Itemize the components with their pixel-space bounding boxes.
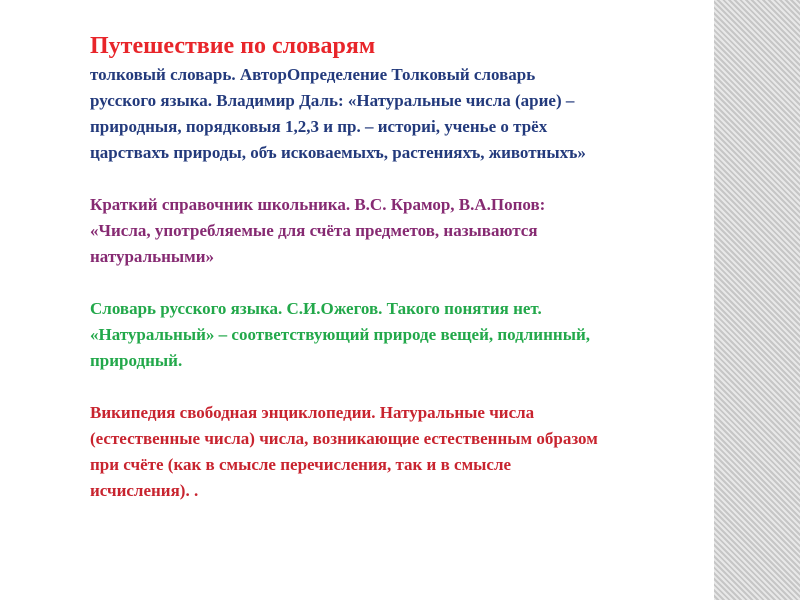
paragraph-line: природный.: [90, 351, 183, 370]
paragraph-line: русского языка. Владимир Даль: «Натуральные числа (арие) –: [90, 91, 575, 110]
paragraph-line: (естественные числа) числа, возникающие естественным образом: [90, 429, 598, 448]
paragraph-line: Википедия свободная энциклопедии. Натуральные числа: [90, 403, 535, 422]
slide-content: [90, 30, 760, 504]
paragraph-line: при счёте (как в смысле перечисления, так и в смысле: [90, 455, 512, 474]
paragraph-line: «Натуральный» – соответствующий природе вещей, подлинный,: [90, 325, 591, 344]
paragraph-line: Словарь русского языка. С.И.Ожегов. Такого понятия нет.: [90, 299, 542, 318]
paragraph-line: Краткий справочник школьника. В.С. Крамор, В.А.Попов:: [90, 195, 546, 214]
paragraph-line: царствахъ природы, объ исковаемыхъ, растенияхъ, животныхъ»: [90, 143, 586, 162]
paragraph-line: толковый словарь. АвторОпределение Толковый словарь: [90, 65, 536, 84]
dal-dictionary-paragraph: [90, 62, 760, 166]
paragraph-line: исчисления). .: [90, 481, 199, 500]
paragraph-line: «Числа, употребляемые для счёта предметов, называются: [90, 221, 538, 240]
slide-title: Путешествие по словарям: [90, 33, 376, 59]
wikipedia-paragraph: [90, 400, 760, 504]
paragraph-line: натуральными»: [90, 247, 215, 266]
school-handbook-paragraph: [90, 192, 760, 270]
paragraph-line: природныя, порядковыя 1,2,3 и пр. – историі, ученье о трёх: [90, 117, 548, 136]
ozhegov-dictionary-paragraph: [90, 296, 760, 374]
